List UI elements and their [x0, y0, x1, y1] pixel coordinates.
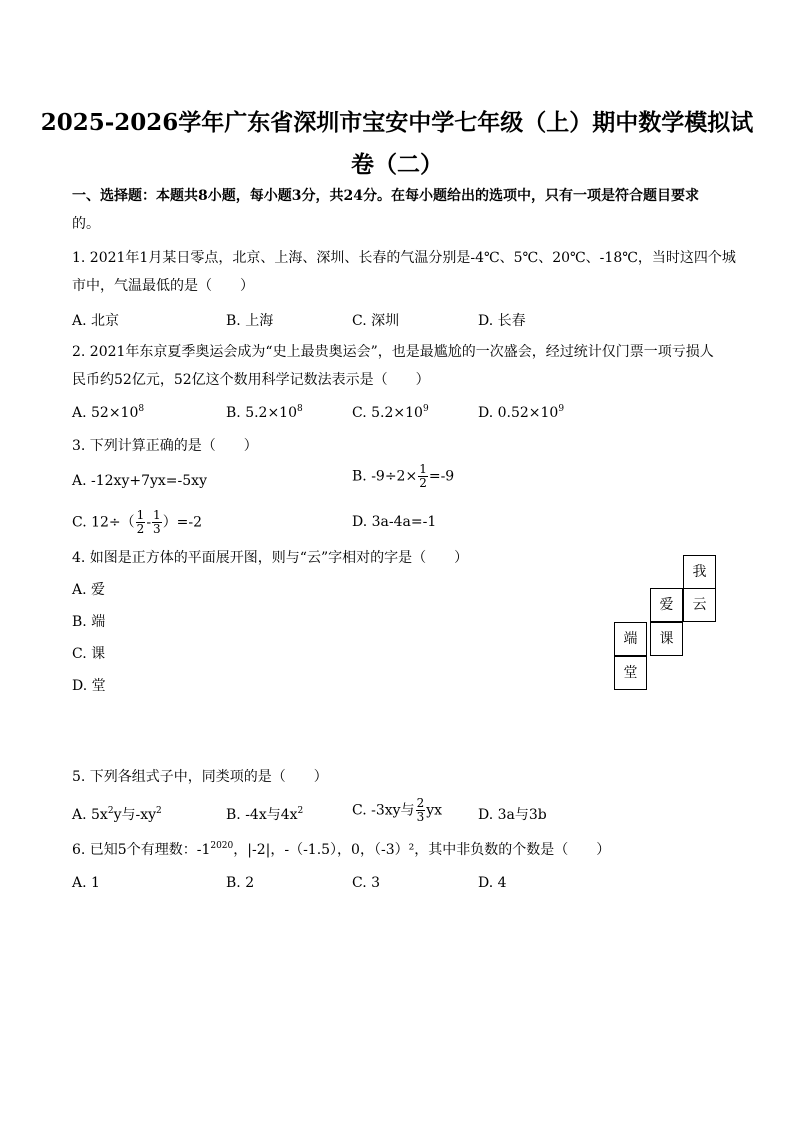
section-instructions-cont: 的。 [72, 216, 100, 232]
question-3-option-a: A. -12xy+7yx=-5xy [72, 473, 207, 489]
question-1-option-d: D. 长春 [478, 313, 526, 329]
question-2-option-a: A. $52\times 10^8$ [72, 404, 145, 421]
question-6-option-a: A. 1 [72, 875, 100, 891]
question-6-stem: 6. 已知5个有理数：$-1^{2020}$，|-2|，-（-1.5），0，（-3）²，其中非负数的个数是（ ） [72, 841, 611, 858]
fraction: $\frac{1}{2}$ [419, 462, 427, 490]
cube-net-cell: 云 [683, 588, 716, 622]
question-3-option-b: B. -9÷2× $\frac{1}{2}$ =-9 [352, 462, 455, 490]
question-1-line2: 市中，气温最低的是（ ） [72, 278, 254, 294]
question-5-stem: 5. 下列各组式子中，同类项的是（ ） [72, 769, 328, 785]
question-2-option-c: C. $5.2\times 10^9$ [352, 404, 429, 421]
question-5-option-b: B. -4x与$4x^2$ [226, 806, 304, 823]
cube-net-cell: 爱 [650, 588, 683, 622]
fraction: $\frac{1}{2}$ [136, 508, 145, 536]
question-2-option-b: B. $5.2\times 10^8$ [226, 404, 303, 421]
exam-title-line1: 2025-2026学年广东省深圳市宝安中学七年级（上）期中数学模拟试 [40, 109, 754, 136]
question-3-stem: 3. 下列计算正确的是（ ） [72, 438, 258, 454]
cube-net-cell: 课 [650, 622, 683, 656]
question-4-option-a: A. 爱 [72, 582, 106, 598]
question-1-line1: 1. 2021年1月某日零点，北京、上海、深圳、长春的气温分别是-4℃、5℃、20℃、-18℃，当时这四个城 [72, 250, 736, 266]
question-4-option-c: C. 课 [72, 646, 106, 662]
question-1-option-c: C. 深圳 [352, 313, 400, 329]
question-2-line2: 民币约52亿元，52亿这个数用科学记数法表示是（ ） [72, 372, 430, 388]
question-3-option-d: D. 3a-4a=-1 [352, 514, 437, 530]
question-2-line1: 2. 2021年东京夏季奥运会成为“史上最贵奥运会”，也是最尴尬的一次盛会，经过统计仅门票一项亏损人 [72, 344, 714, 360]
question-6-option-b: B. 2 [226, 875, 255, 891]
section-instructions: 一、选择题：本题共8小题，每小题3分，共24分。在每小题给出的选项中，只有一项是符合题目要求 [72, 188, 699, 204]
question-3-option-c: C. 12÷（ $\frac{1}{2}$ - $\frac{1}{3}$ ）=-2 [72, 508, 203, 536]
question-5-option-c: C. -3xy与 $\frac{2}{3}$ yx [352, 796, 443, 824]
question-4-option-d: D. 堂 [72, 678, 106, 694]
question-2-option-d: D. $0.52\times 10^9$ [478, 404, 565, 421]
question-5-option-a: A. $5x^2y$与$-xy^2$ [72, 806, 162, 823]
cube-net-cell: 堂 [614, 656, 647, 690]
question-6-option-c: C. 3 [352, 875, 381, 891]
question-5-option-d: D. 3a与3b [478, 807, 547, 823]
question-6-option-d: D. 4 [478, 875, 507, 891]
cube-net-figure [614, 555, 724, 695]
cube-net-cell: 端 [614, 622, 647, 656]
question-1-option-a: A. 北京 [72, 313, 120, 329]
fraction: $\frac{1}{3}$ [153, 508, 161, 536]
question-1-option-b: B. 上海 [226, 313, 274, 329]
question-4-stem: 4. 如图是正方体的平面展开图，则与“云”字相对的字是（ ） [72, 550, 469, 566]
exam-title-line2: 卷（二） [351, 151, 443, 178]
question-4-option-b: B. 端 [72, 614, 106, 630]
cube-net-cell: 我 [683, 555, 716, 589]
fraction: $\frac{2}{3}$ [416, 796, 425, 824]
